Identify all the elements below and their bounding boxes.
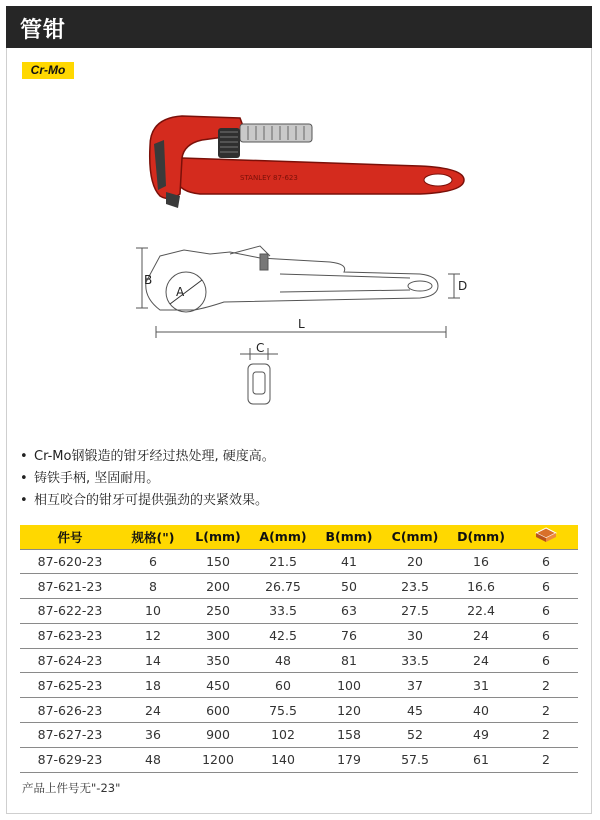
table-cell: 52 — [382, 723, 448, 748]
table-cell: 2 — [514, 723, 578, 748]
table-cell: 10 — [120, 599, 186, 624]
table-cell: 300 — [186, 623, 250, 648]
pipe-wrench-photo — [150, 116, 464, 208]
page-title: 管钳 — [20, 18, 67, 43]
table-cell: 63 — [316, 599, 382, 624]
dimension-label-l: L — [298, 317, 305, 331]
table-row — [20, 648, 578, 673]
table-cell: 350 — [186, 648, 250, 673]
table-cell: 42.5 — [250, 623, 316, 648]
table-cell: 24 — [120, 698, 186, 723]
table-cell: 6 — [514, 549, 578, 574]
table-cell: 49 — [448, 723, 514, 748]
table-row — [20, 747, 578, 772]
table-cell: 40 — [448, 698, 514, 723]
table-cell: 22.4 — [448, 599, 514, 624]
feature-item: • 铸铁手柄, 坚固耐用。 — [20, 468, 275, 490]
column-header-c: C(mm) — [382, 525, 448, 549]
table-cell: 6 — [514, 599, 578, 624]
table-cell: 600 — [186, 698, 250, 723]
feature-item: • 相互咬合的钳牙可提供强劲的夹紧效果。 — [20, 490, 275, 512]
column-header-b: B(mm) — [316, 525, 382, 549]
table-cell: 31 — [448, 673, 514, 698]
spec-table — [20, 525, 578, 773]
column-header-d: D(mm) — [448, 525, 514, 549]
page-header — [6, 6, 592, 48]
table-cell: 24 — [448, 648, 514, 673]
table-cell: 87-629-23 — [20, 747, 120, 772]
table-cell: 48 — [120, 747, 186, 772]
table-cell: 900 — [186, 723, 250, 748]
table-cell: 81 — [316, 648, 382, 673]
table-cell: 33.5 — [250, 599, 316, 624]
table-row — [20, 599, 578, 624]
table-cell: 200 — [186, 574, 250, 599]
dimension-label-b: B — [144, 273, 153, 287]
dimension-label-d: D — [458, 279, 468, 293]
table-row — [20, 549, 578, 574]
pipe-wrench-figure — [120, 96, 480, 416]
table-cell: 87-626-23 — [20, 698, 120, 723]
footnote: 产品上件号无"-23" — [22, 781, 121, 795]
table-cell: 41 — [316, 549, 382, 574]
table-cell: 27.5 — [382, 599, 448, 624]
column-header-l: L(mm) — [186, 525, 250, 549]
table-cell: 87-620-23 — [20, 549, 120, 574]
table-cell: 18 — [120, 673, 186, 698]
table-row — [20, 673, 578, 698]
box-icon — [535, 527, 557, 543]
table-cell: 102 — [250, 723, 316, 748]
table-cell: 33.5 — [382, 648, 448, 673]
bullet-icon: • — [20, 471, 28, 486]
table-cell: 14 — [120, 648, 186, 673]
table-cell: 75.5 — [250, 698, 316, 723]
table-cell: 30 — [382, 623, 448, 648]
table-cell: 37 — [382, 673, 448, 698]
table-cell: 87-622-23 — [20, 599, 120, 624]
table-cell: 45 — [382, 698, 448, 723]
table-cell: 48 — [250, 648, 316, 673]
dimension-label-c: C — [256, 341, 265, 355]
column-header-part-number: 件号 — [20, 525, 120, 549]
table-cell: 60 — [250, 673, 316, 698]
wrench-stamp: STANLEY 87-623 — [240, 174, 298, 182]
product-illustration — [120, 96, 480, 416]
table-cell: 16 — [448, 549, 514, 574]
table-cell: 450 — [186, 673, 250, 698]
table-cell: 179 — [316, 747, 382, 772]
table-cell: 140 — [250, 747, 316, 772]
table-cell: 87-623-23 — [20, 623, 120, 648]
table-row — [20, 698, 578, 723]
table-cell: 50 — [316, 574, 382, 599]
feature-item: • Cr-Mo钢锻造的钳牙经过热处理, 硬度高。 — [20, 446, 275, 468]
table-cell: 2 — [514, 747, 578, 772]
table-header-row — [20, 525, 578, 549]
table-cell: 6 — [120, 549, 186, 574]
table-cell: 120 — [316, 698, 382, 723]
table-cell: 158 — [316, 723, 382, 748]
column-header-a: A(mm) — [250, 525, 316, 549]
table-cell: 2 — [514, 673, 578, 698]
table-cell: 250 — [186, 599, 250, 624]
table-cell: 24 — [448, 623, 514, 648]
column-header-size: 规格(") — [120, 525, 186, 549]
column-header-pack — [514, 525, 578, 549]
table-cell: 6 — [514, 648, 578, 673]
table-cell: 76 — [316, 623, 382, 648]
material-badge: Cr-Mo — [22, 62, 74, 79]
table-cell: 6 — [514, 623, 578, 648]
table-cell: 61 — [448, 747, 514, 772]
table-cell: 87-625-23 — [20, 673, 120, 698]
table-cell: 87-624-23 — [20, 648, 120, 673]
table-cell: 36 — [120, 723, 186, 748]
table-cell: 150 — [186, 549, 250, 574]
table-cell: 87-627-23 — [20, 723, 120, 748]
table-cell: 16.6 — [448, 574, 514, 599]
table-cell: 8 — [120, 574, 186, 599]
table-row — [20, 723, 578, 748]
table-cell: 12 — [120, 623, 186, 648]
table-cell: 2 — [514, 698, 578, 723]
dimension-label-a: A — [176, 285, 185, 299]
table-cell: 23.5 — [382, 574, 448, 599]
table-row — [20, 623, 578, 648]
table-cell: 57.5 — [382, 747, 448, 772]
bullet-icon: • — [20, 449, 28, 464]
table-cell: 6 — [514, 574, 578, 599]
table-cell: 26.75 — [250, 574, 316, 599]
table-cell: 20 — [382, 549, 448, 574]
table-cell: 100 — [316, 673, 382, 698]
table-body — [20, 549, 578, 772]
table-cell: 87-621-23 — [20, 574, 120, 599]
feature-list — [20, 446, 275, 512]
table-cell: 21.5 — [250, 549, 316, 574]
table-cell: 1200 — [186, 747, 250, 772]
bullet-icon: • — [20, 493, 28, 508]
table-row — [20, 574, 578, 599]
